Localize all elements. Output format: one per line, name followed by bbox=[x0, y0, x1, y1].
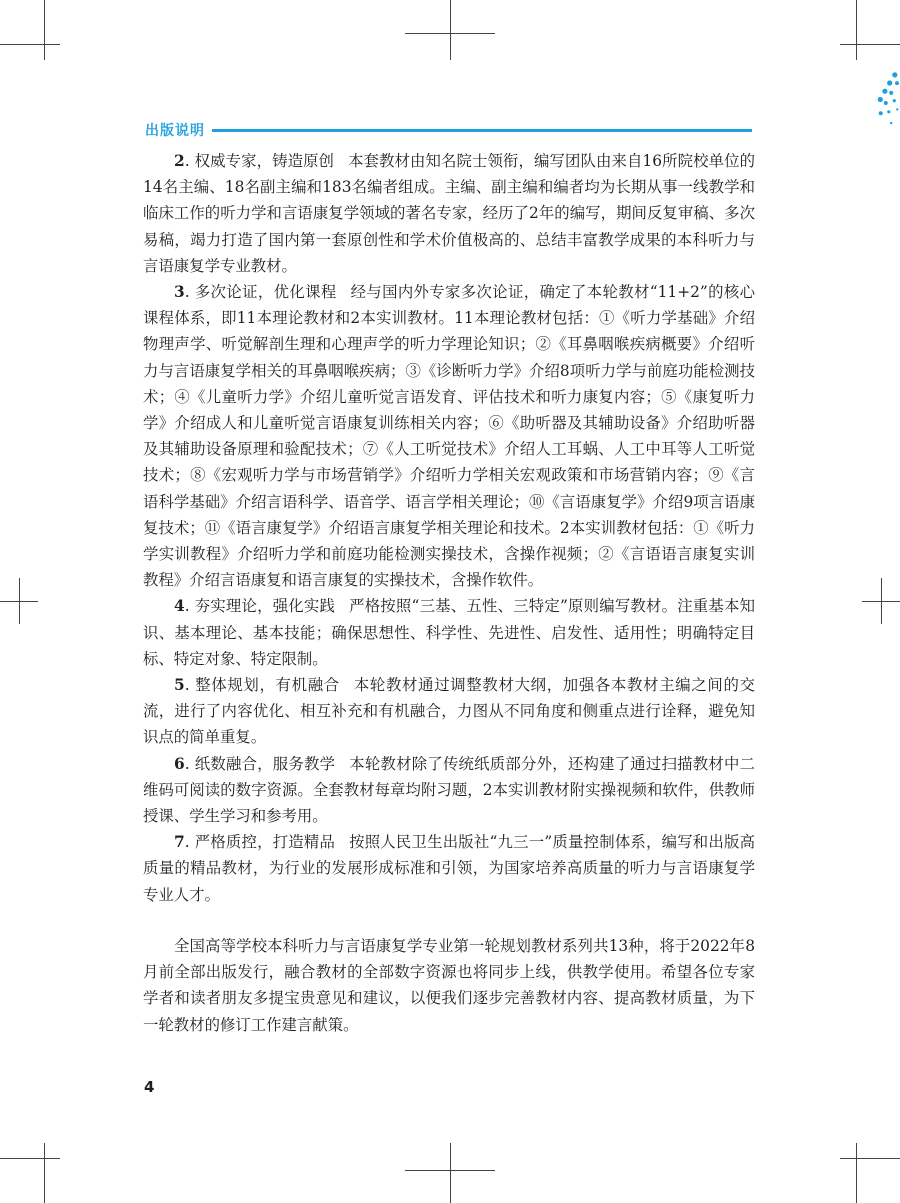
item-number: 6 bbox=[174, 754, 185, 773]
crop-mark bbox=[450, 1143, 451, 1203]
item-number: 3 bbox=[174, 283, 185, 302]
decorative-dot bbox=[896, 108, 898, 110]
item-number: 7 bbox=[174, 833, 185, 852]
paragraph-item bbox=[143, 672, 755, 751]
item-body: 经与国内外专家多次论证，确定了本轮教材“11+2”的核心课程体系，即11本理论教材和2本实训教材。11本理论教材包括：①《听力学基础》介绍物理声学、听觉解剖生理和心理声学的听力学理论知识；②《耳鼻咽喉疾病概要》介绍听力与言语康复学相关的耳鼻咽喉疾病；③《诊断听力学》介绍8项听力学与前庭功能检测技术；④《儿童听力学》介绍儿童听觉言语发育、评估技术和听力康复内容；⑤《康复听力学》介绍成人和儿童听觉言语康复训练相关内容；⑥《助听器及其辅助设备》介绍助听器及其辅助设备原理和验配技术；⑦《人工听觉技术》介绍人工耳蜗、人工中耳等人工听觉技术；⑧《宏观听力学与市场营销学》介绍听力学相关宏观政策和市场营销内容；⑨《言语科学基础》介绍言语科学、语音学、语言学相关理论；⑩《言语康复学》介绍9项言语康复技术；⑪《语言康复学》介绍语言康复学相关理论和技术。2本实训教材包括：①《听力学实训教程》介绍听力学和前庭功能检测实操技术，含操作视频；②《言语语言康复实训教程》介绍言语康复和语言康复的实操技术，含操作软件。 bbox=[143, 283, 755, 590]
crop-mark bbox=[44, 1143, 45, 1203]
header-rule bbox=[212, 129, 752, 132]
page-number: 4 bbox=[144, 1078, 155, 1096]
item-lead-title: 纸数融合，服务教学 bbox=[194, 754, 336, 773]
paragraph-item bbox=[143, 829, 755, 908]
paragraph-item bbox=[143, 148, 755, 279]
item-body: 本套教材由知名院士领衔，编写团队由来自16所院校单位的14名主编、18名副主编和183名编者组成。主编、副主编和编者均为长期从事一线教学和临床工作的听力学和言语康复学领域的著名专家，经历了2年的编写，期间反复审稿、多次易稿，竭力打造了国内第一套原创性和学术价值极高的、总结丰富教学成果的本科听力与言语康复学专业教材。 bbox=[143, 152, 755, 275]
item-body: 严格按照“三基、五性、三特定”原则编写教材。注重基本知识、基本理论、基本技能；确保思想性、科学性、先进性、启发性、适用性；明确特定目标、特定对象、特定限制。 bbox=[143, 597, 755, 668]
item-lead-title: 整体规划，有机融合 bbox=[195, 676, 340, 695]
decorative-dot bbox=[889, 91, 893, 95]
closing-paragraph: 全国高等学校本科听力与言语康复学专业第一轮规划教材系列共13种，将于2022年8月前全部出版发行，融合教材的全部数字资源也将同步上线，供教学使用。希望各位专家学者和读者朋友多提宝贵意见和建议，以便我们逐步完善教材内容、提高教材质量，为下一轮教材的修订工作建言献策。 bbox=[143, 936, 755, 1034]
document-body bbox=[143, 148, 755, 1038]
crop-mark bbox=[0, 1158, 60, 1159]
item-lead-title: 严格质控，打造精品 bbox=[194, 833, 336, 852]
item-separator: . bbox=[184, 597, 195, 616]
crop-mark bbox=[840, 1158, 900, 1159]
decorative-dot bbox=[879, 111, 883, 115]
item-number: 5 bbox=[174, 676, 185, 695]
decorative-dot bbox=[887, 110, 890, 113]
decorative-dot bbox=[887, 80, 892, 85]
item-separator: . bbox=[184, 283, 195, 302]
item-number: 2 bbox=[174, 152, 185, 170]
item-separator: . bbox=[184, 754, 195, 773]
crop-mark bbox=[856, 1143, 857, 1203]
item-body: 按照人民卫生出版社“九三一”质量控制体系，编写和出版高质量的精品教材，为行业的发展形成标准和引领，为国家培养高质量的听力与言语康复学专业人才。 bbox=[143, 833, 755, 904]
item-body: 本轮教材通过调整教材大纲，加强各本教材主编之间的交流，进行了内容优化、相互补充和有机融合，力图从不同角度和侧重点进行诠释，避免知识点的简单重复。 bbox=[143, 676, 755, 747]
decorative-dot bbox=[890, 122, 892, 124]
decorative-dot bbox=[884, 101, 888, 105]
paragraph-item bbox=[143, 593, 755, 672]
item-lead-title: 多次论证，优化课程 bbox=[194, 283, 337, 302]
item-separator: . bbox=[184, 676, 196, 695]
item-separator: . bbox=[184, 833, 195, 852]
item-lead-title: 夯实理论，强化实践 bbox=[194, 597, 336, 616]
decorative-dot bbox=[882, 89, 887, 94]
decorative-dot bbox=[895, 81, 899, 85]
decorative-dot bbox=[892, 72, 897, 77]
decorative-dot bbox=[893, 99, 896, 102]
decorative-dot bbox=[878, 97, 883, 102]
paragraph-item bbox=[143, 279, 755, 593]
paragraph-item bbox=[143, 751, 755, 830]
item-lead-title: 权威专家，铸造原创 bbox=[194, 152, 335, 170]
item-body: 本轮教材除了传统纸质部分外，还构建了通过扫描教材中二维码可阅读的数字资源。全套教材每章均附习题，2本实训教材附实操视频和软件，供教师授课、学生学习和参考用。 bbox=[143, 754, 755, 826]
item-number: 4 bbox=[174, 597, 185, 616]
section-header-label: 出版说明 bbox=[145, 123, 205, 139]
item-separator: . bbox=[184, 152, 195, 170]
